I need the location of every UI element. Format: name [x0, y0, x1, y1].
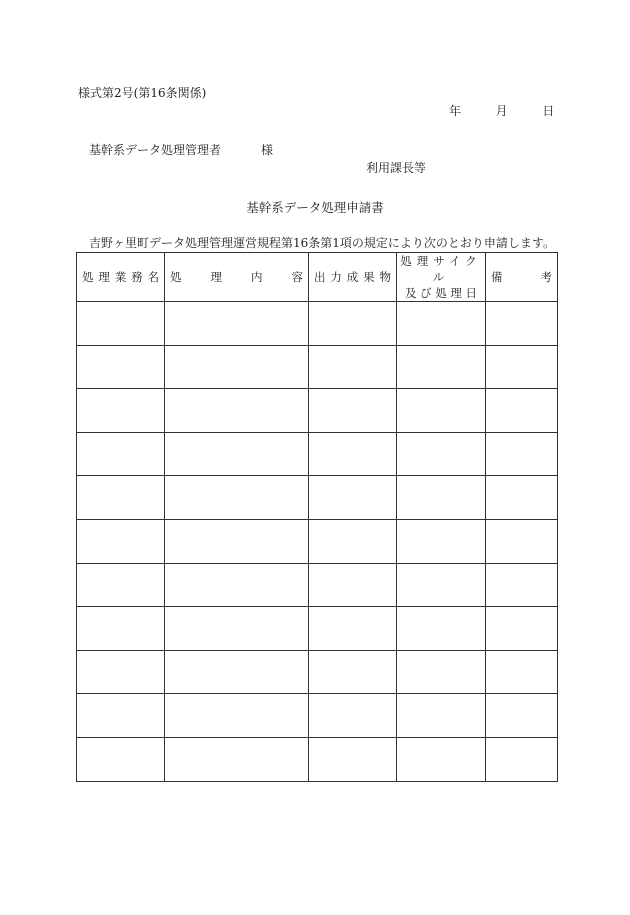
- cell-remarks[interactable]: [486, 607, 558, 651]
- date-day: 日: [542, 104, 555, 118]
- cell-cycle-date[interactable]: [397, 345, 486, 389]
- cell-remarks[interactable]: [486, 519, 558, 563]
- cell-output[interactable]: [309, 432, 397, 476]
- cell-cycle-date[interactable]: [397, 563, 486, 607]
- cell-cycle-date[interactable]: [397, 389, 486, 433]
- cell-processing-content[interactable]: [165, 389, 309, 433]
- cell-output[interactable]: [309, 694, 397, 738]
- cell-business-name[interactable]: [77, 563, 165, 607]
- cell-processing-content[interactable]: [165, 650, 309, 694]
- cell-output[interactable]: [309, 650, 397, 694]
- cell-remarks[interactable]: [486, 302, 558, 346]
- cell-output[interactable]: [309, 302, 397, 346]
- cell-cycle-date[interactable]: [397, 737, 486, 781]
- table-row: [77, 563, 558, 607]
- cell-processing-content[interactable]: [165, 302, 309, 346]
- cell-processing-content[interactable]: [165, 607, 309, 651]
- date-line: [449, 102, 554, 119]
- cell-processing-content[interactable]: [165, 694, 309, 738]
- cell-output[interactable]: [309, 345, 397, 389]
- form-number: 様式第2号(第16条関係): [78, 86, 207, 100]
- cell-cycle-date[interactable]: [397, 607, 486, 651]
- cell-remarks[interactable]: [486, 345, 558, 389]
- cell-business-name[interactable]: [77, 302, 165, 346]
- cell-remarks[interactable]: [486, 563, 558, 607]
- cell-processing-content[interactable]: [165, 345, 309, 389]
- cell-business-name[interactable]: [77, 432, 165, 476]
- cell-business-name[interactable]: [77, 519, 165, 563]
- cell-cycle-date[interactable]: [397, 432, 486, 476]
- cell-business-name[interactable]: [77, 476, 165, 520]
- cell-processing-content[interactable]: [165, 563, 309, 607]
- header-remarks: 備 考: [486, 253, 558, 302]
- cell-output[interactable]: [309, 476, 397, 520]
- cell-output[interactable]: [309, 389, 397, 433]
- cell-processing-content[interactable]: [165, 737, 309, 781]
- cell-remarks[interactable]: [486, 476, 558, 520]
- cell-output[interactable]: [309, 519, 397, 563]
- applicant: 利用課長等: [366, 161, 427, 175]
- table-row: [77, 432, 558, 476]
- cell-cycle-date[interactable]: [397, 302, 486, 346]
- table-row: [77, 694, 558, 738]
- cell-processing-content[interactable]: [165, 476, 309, 520]
- table-row: [77, 607, 558, 651]
- cell-output[interactable]: [309, 563, 397, 607]
- cell-remarks[interactable]: [486, 650, 558, 694]
- cell-processing-content[interactable]: [165, 519, 309, 563]
- header-row: [77, 253, 558, 302]
- date-month: 月: [495, 104, 508, 118]
- cell-business-name[interactable]: [77, 694, 165, 738]
- cell-output[interactable]: [309, 607, 397, 651]
- table-row: [77, 650, 558, 694]
- table-row: [77, 302, 558, 346]
- application-table: [76, 252, 558, 782]
- header-business-name: 処 理 業 務 名: [77, 253, 165, 302]
- table-row: [77, 737, 558, 781]
- cell-business-name[interactable]: [77, 389, 165, 433]
- cell-remarks[interactable]: [486, 389, 558, 433]
- cell-business-name[interactable]: [77, 607, 165, 651]
- date-year: 年: [449, 104, 462, 118]
- table-row: [77, 476, 558, 520]
- table-row: [77, 519, 558, 563]
- cell-remarks[interactable]: [486, 432, 558, 476]
- cell-business-name[interactable]: [77, 345, 165, 389]
- header-processing-content: 処 理 内 容: [165, 253, 309, 302]
- cell-remarks[interactable]: [486, 694, 558, 738]
- intro-text: 吉野ヶ里町データ処理管理運営規程第16条第1項の規定により次のとおり申請します。: [89, 236, 555, 250]
- cell-business-name[interactable]: [77, 737, 165, 781]
- cell-processing-content[interactable]: [165, 432, 309, 476]
- addressee-name: 基幹系データ処理管理者: [89, 143, 222, 157]
- cell-cycle-date[interactable]: [397, 476, 486, 520]
- cell-cycle-date[interactable]: [397, 519, 486, 563]
- cell-remarks[interactable]: [486, 737, 558, 781]
- table-row: [77, 389, 558, 433]
- table-row: [77, 345, 558, 389]
- cell-business-name[interactable]: [77, 650, 165, 694]
- header-output: 出 力 成 果 物: [309, 253, 397, 302]
- header-cycle-date: 処理サイクル 及 び 処 理 日: [397, 253, 486, 302]
- cell-output[interactable]: [309, 737, 397, 781]
- document-title: 基幹系データ処理申請書: [246, 200, 384, 215]
- addressee: [89, 141, 273, 158]
- cell-cycle-date[interactable]: [397, 694, 486, 738]
- cell-cycle-date[interactable]: [397, 650, 486, 694]
- addressee-honorific: 様: [261, 143, 274, 157]
